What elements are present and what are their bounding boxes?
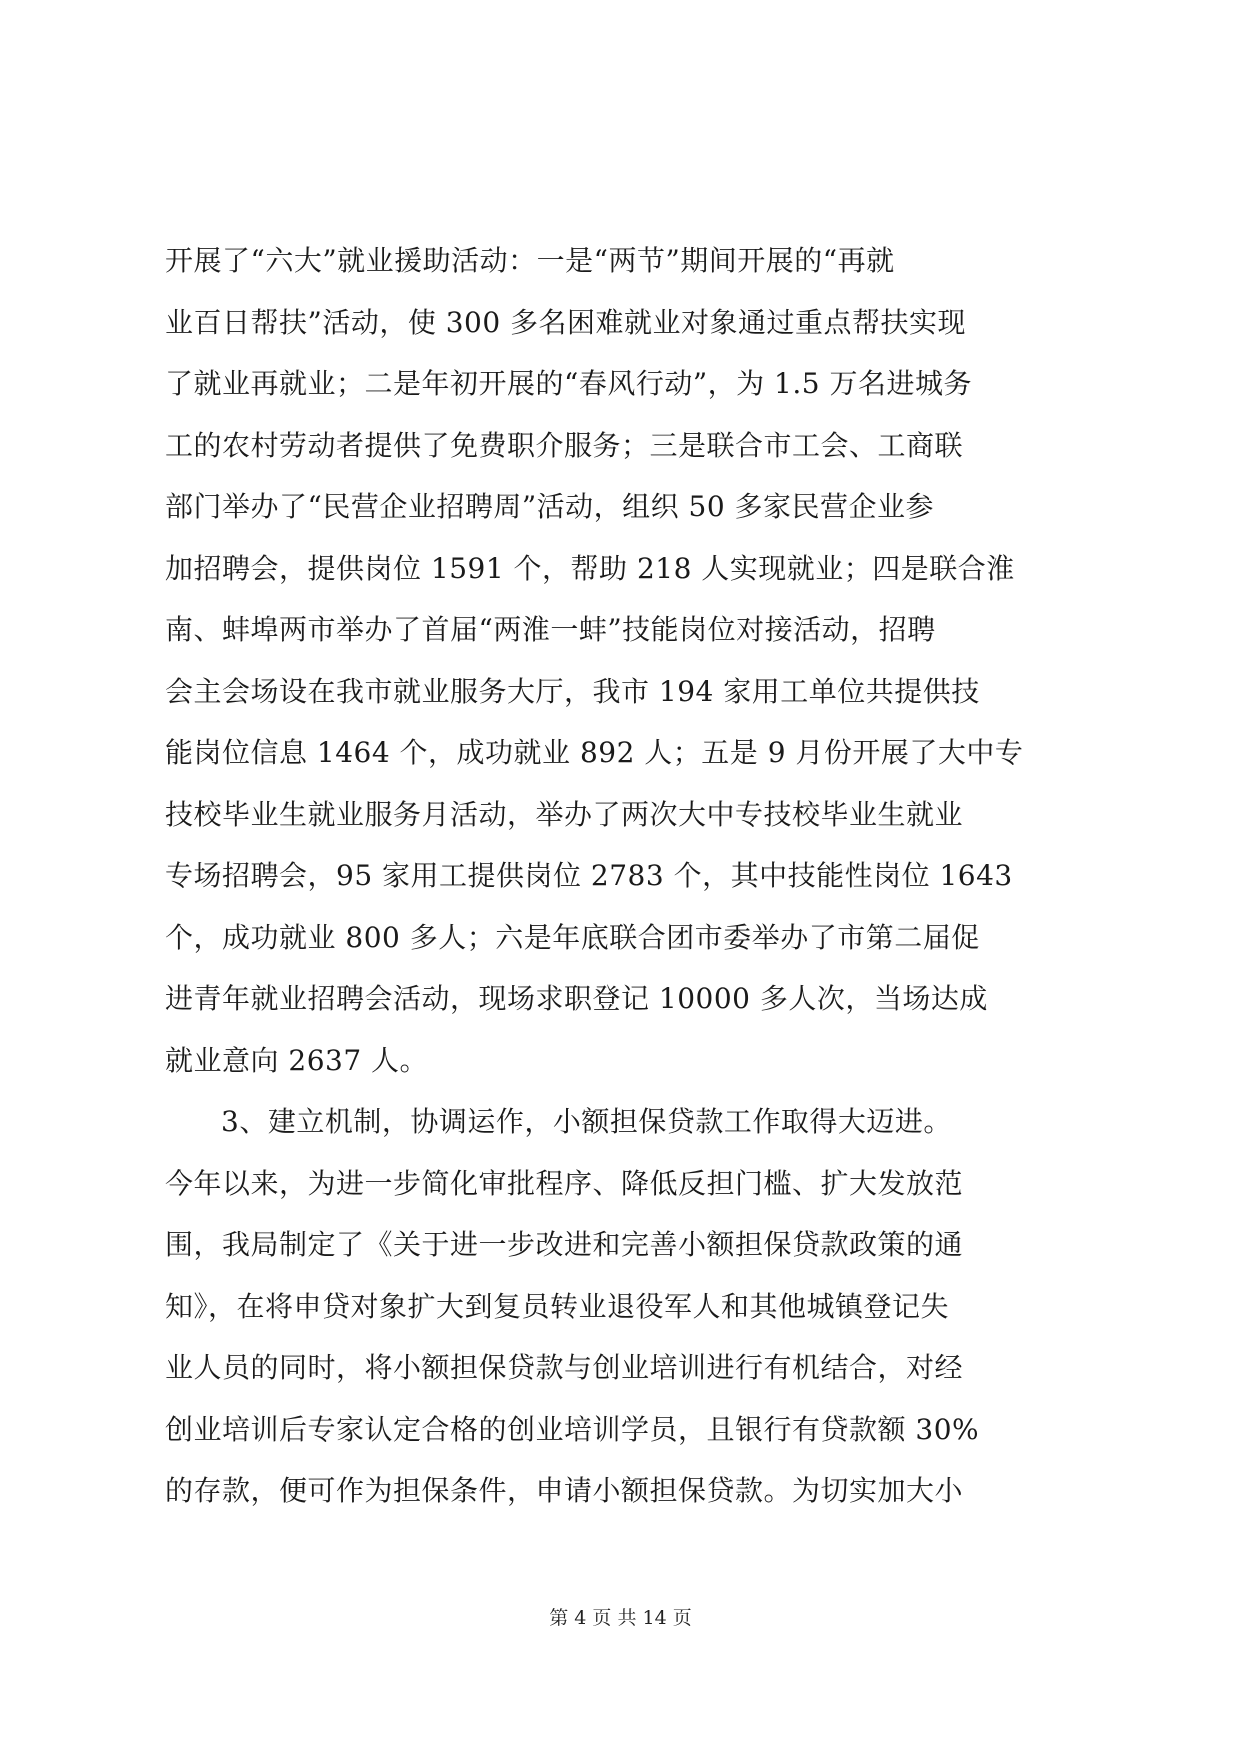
- text-line: 技校毕业生就业服务月活动，举办了两次大中专技校毕业生就业: [165, 797, 964, 831]
- text-line: 开展了“六大”就业援助活动：一是“两节”期间开展的“再就: [165, 244, 895, 277]
- page-number-footer: 第 4 页 共 14 页: [549, 1607, 692, 1629]
- text-line: 个，成功就业 800 多人；六是年底联合团市委举办了市第二届促: [165, 920, 980, 954]
- text-line: 围，我局制定了《关于进一步改进和完善小额担保贷款政策的通: [165, 1228, 964, 1261]
- text-line: 业百日帮扶”活动，使 300 多名困难就业对象通过重点帮扶实现: [165, 305, 967, 339]
- text-line: 创业培训后专家认定合格的创业培训学员，且银行有贷款额 30%: [165, 1412, 980, 1446]
- section-heading-line: 3、建立机制，协调运作，小额担保贷款工作取得大迈进。: [221, 1105, 952, 1138]
- text-line: 工的农村劳动者提供了免费职介服务；三是联合市工会、工商联: [165, 428, 964, 462]
- text-line: 加招聘会，提供岗位 1591 个，帮助 218 人实现就业；四是联合淮: [165, 551, 1015, 585]
- text-line: 了就业再就业；二是年初开展的“春风行动”，为 1.5 万名进城务: [165, 367, 972, 400]
- text-line: 专场招聘会，95 家用工提供岗位 2783 个，其中技能性岗位 1643: [165, 859, 1013, 892]
- text-line: 南、蚌埠两市举办了首届“两淮一蚌”技能岗位对接活动，招聘: [165, 613, 936, 646]
- text-line: 会主会场设在我市就业服务大厅，我市 194 家用工单位共提供技: [165, 674, 980, 708]
- text-line: 部门举办了“民营企业招聘周”活动，组织 50 多家民营企业参: [165, 490, 935, 523]
- text-line: 的存款，便可作为担保条件，申请小额担保贷款。为切实加大小: [165, 1474, 964, 1507]
- body-text: [165, 230, 1075, 1522]
- text-line: 知》，在将申贷对象扩大到复员转业退役军人和其他城镇登记失: [165, 1289, 950, 1323]
- text-line: 今年以来，为进一步简化审批程序、降低反担门槛、扩大发放范: [165, 1166, 964, 1200]
- text-line: 业人员的同时，将小额担保贷款与创业培训进行有机结合，对经: [165, 1351, 964, 1384]
- text-line: 进青年就业招聘会活动，现场求职登记 10000 多人次，当场达成: [165, 982, 988, 1015]
- text-line: 能岗位信息 1464 个，成功就业 892 人；五是 9 月份开展了大中专: [165, 736, 1024, 769]
- text-line: 就业意向 2637 人。: [165, 1043, 429, 1077]
